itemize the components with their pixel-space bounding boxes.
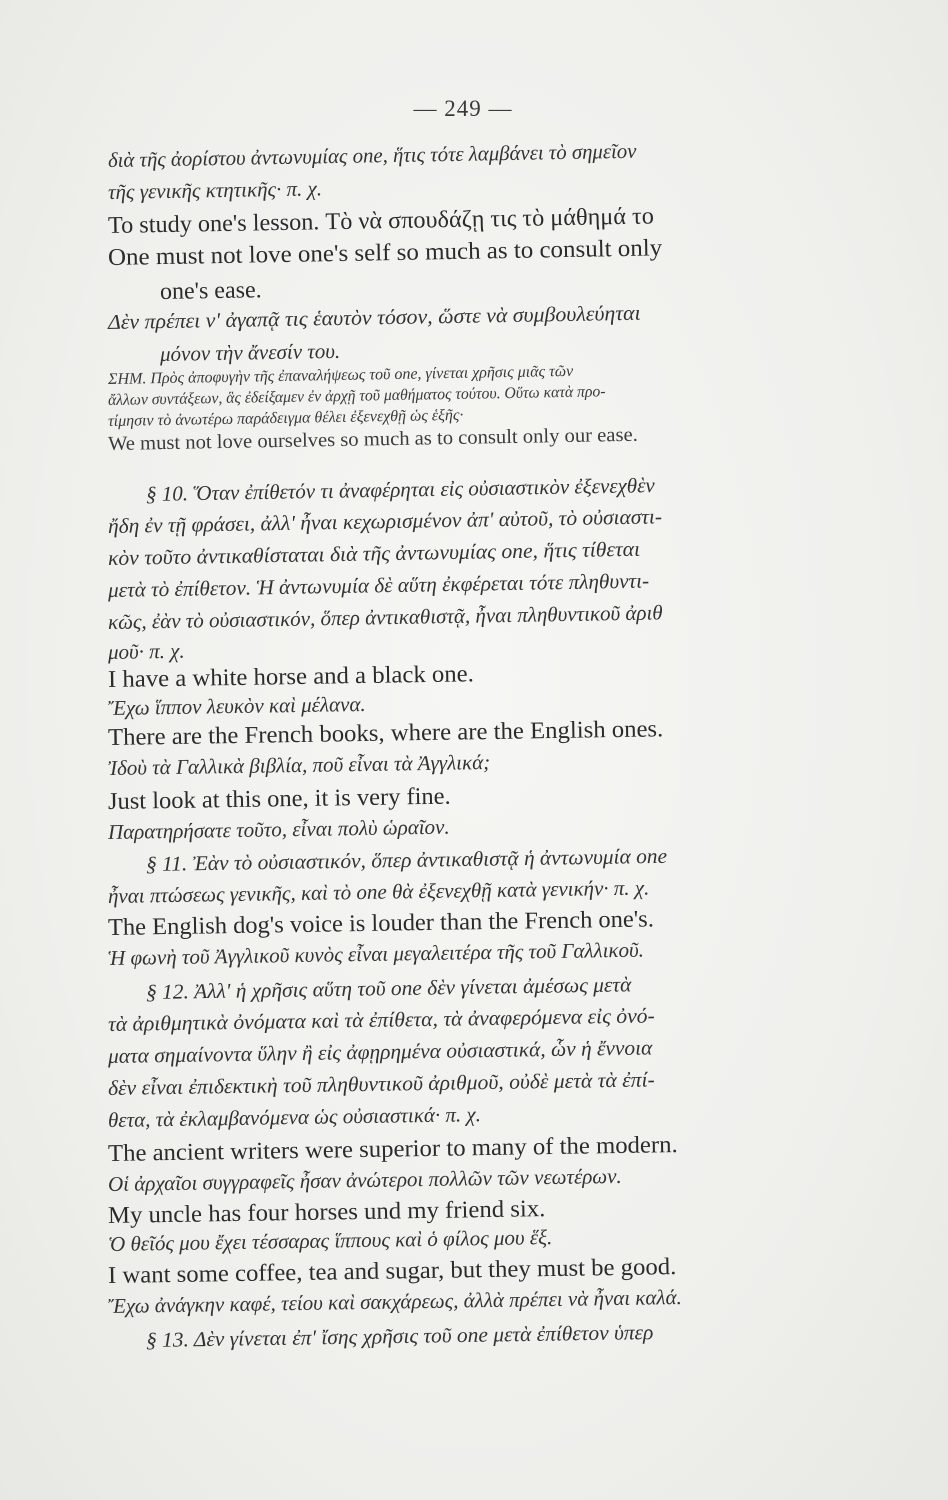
text-line-33: The ancient writers were superior to many of the modern. [107, 1132, 678, 1167]
text-line-16: κῶς, ἐὰν τὸ οὐσιαστικόν, ὅπερ ἀντικαθιστᾷ, ἦναι πληθυντικοῦ ἀριθ [107, 600, 663, 634]
text-line-10: τίμησιν τὸ ἀνωτέρω παράδειγμα θέλει ἐξενεχθῇ ὡς ἑξῆς· [107, 406, 464, 430]
text-line-29: τὰ ἀριθμητικὰ ὀνόματα καὶ τὰ ἐπίθετα, τὰ ἀναφερόμενα εἰς ὀνό- [107, 1003, 655, 1036]
text-line-4: One must not love one's self so much as to consult only [107, 235, 663, 271]
text-line-25: ἦναι πτώσεως γενικῆς, καὶ τὸ one θὰ ἐξενεχθῇ κατὰ γενικήν· π. χ. [107, 875, 650, 908]
text-line-37: I want some coffee, tea and sugar, but they must be good. [107, 1254, 677, 1289]
text-line-18: I have a white horse and a black one. [107, 661, 475, 693]
text-line-36: Ὁ θεῖός μου ἔχει τέσσαρας ἵππους καὶ ὁ φίλος μου ἕξ. [107, 1225, 553, 1256]
text-line-5: one's ease. [159, 277, 262, 305]
text-line-34: Οἱ ἀρχαῖοι συγγραφεῖς ἦσαν ἀνώτεροι πολλῶν τῶν νεωτέρων. [107, 1163, 622, 1196]
text-line-14: κὸν τοῦτο ἀντικαθίσταται διὰ τῆς ἀντωνυμίας one, ἥτις τίθεται [107, 536, 641, 570]
text-line-17: μοῦ· π. χ. [107, 638, 185, 664]
text-line-22: Just look at this one, it is very fine. [107, 783, 451, 815]
text-line-32: θετα, τὰ ἐκλαμβανόμενα ὡς οὐσιαστικά· π. χ. [107, 1102, 482, 1132]
text-line-1: διὰ τῆς ἀορίστου ἀντωνυμίας one, ἥτις τότε λαμβάνει τὸ σημεῖον [107, 138, 637, 172]
text-line-20: There are the French books, where are the English ones. [107, 716, 664, 751]
text-line-21: Ἰδοὺ τὰ Γαλλικὰ βιβλία, ποῦ εἶναι τὰ Ἀγγλικά; [107, 749, 491, 780]
text-line-3: To study one's lesson. Τὸ νὰ σπουδάζῃ τις τὸ μάθημά το [107, 203, 655, 239]
page-number: — 249 — [413, 96, 513, 121]
text-line-12: § 10. Ὅταν ἐπίθετόν τι ἀναφέρηται εἰς οὐσιαστικὸν ἐξενεχθὲν [145, 473, 655, 506]
text-line-23: Παρατηρήσατε τοῦτο, εἶναι πολὺ ὡραῖον. [107, 814, 450, 844]
text-line-9: ἄλλων συντάξεων, ἃς ἐδείξαμεν ἐν ἀρχῇ τοῦ μαθήματος τούτου. Οὕτω κατὰ προ- [107, 383, 606, 409]
text-line-11: We must not love ourselves so much as to consult only our ease. [107, 423, 638, 455]
text-line-27: Ἡ φωνὴ τοῦ Ἀγγλικοῦ κυνὸς εἶναι μεγαλειτέρα τῆς τοῦ Γαλλικοῦ. [107, 937, 645, 970]
text-line-24: § 11. Ἐὰν τὸ οὐσιαστικόν, ὅπερ ἀντικαθιστᾷ ἡ ἀντωνυμία one [145, 843, 668, 876]
text-line-6: Δὲν πρέπει ν' ἀγαπᾷ τις ἑαυτὸν τόσον, ὥστε νὰ συμβουλεύηται [107, 300, 641, 334]
text-line-38: Ἔχω ἀνάγκην καφέ, τείου καὶ σακχάρεως, ἀλλὰ πρέπει νὰ ἦναι καλά. [107, 1284, 682, 1318]
text-line-31: δὲν εἶναι ἐπιδεκτικὴ τοῦ πληθυντικοῦ ἀριθμοῦ, οὐδὲ μετὰ τὰ ἐπί- [107, 1067, 655, 1100]
text-line-19: Ἔχω ἵππον λευκὸν καὶ μέλανα. [107, 691, 366, 720]
text-line-8: ΣΗΜ. Πρὸς ἀποφυγὴν τῆς ἐπαναλήψεως τοῦ one, γίνεται χρῆσις μιᾶς τῶν [107, 362, 574, 388]
text-line-15: μετὰ τὸ ἐπίθετον. Ἡ ἀντωνυμία δὲ αὕτη ἐκφέρεται τότε πληθυντι- [107, 568, 650, 602]
text-line-26: The English dog's voice is louder than the French one's. [107, 906, 655, 941]
text-line-35: My uncle has four horses und my friend six. [107, 1196, 546, 1229]
text-line-13: ἤδη ἐν τῇ φράσει, ἀλλ' ἦναι κεχωρισμένον ἀπ' αὐτοῦ, τὸ οὐσιαστι- [107, 504, 663, 538]
text-line-7: μόνον τὴν ἄνεσίν του. [159, 338, 341, 366]
text-line-39: § 13. Δὲν γίνεται ἐπ' ἴσης χρῆσις τοῦ one μετὰ ἐπίθετον ὑπερ [145, 1320, 654, 1352]
text-line-2: τῆς γενικῆς κτητικῆς· π. χ. [107, 176, 323, 204]
text-line-28: § 12. Ἀλλ' ἡ χρῆσις αὕτη τοῦ one δὲν γίνεται ἀμέσως μετὰ [145, 972, 632, 1004]
text-line-30: ματα σημαίνοντα ὕλην ἢ εἰς ἀφῃρημένα οὐσιαστικά, ὧν ἡ ἔννοια [107, 1035, 653, 1068]
